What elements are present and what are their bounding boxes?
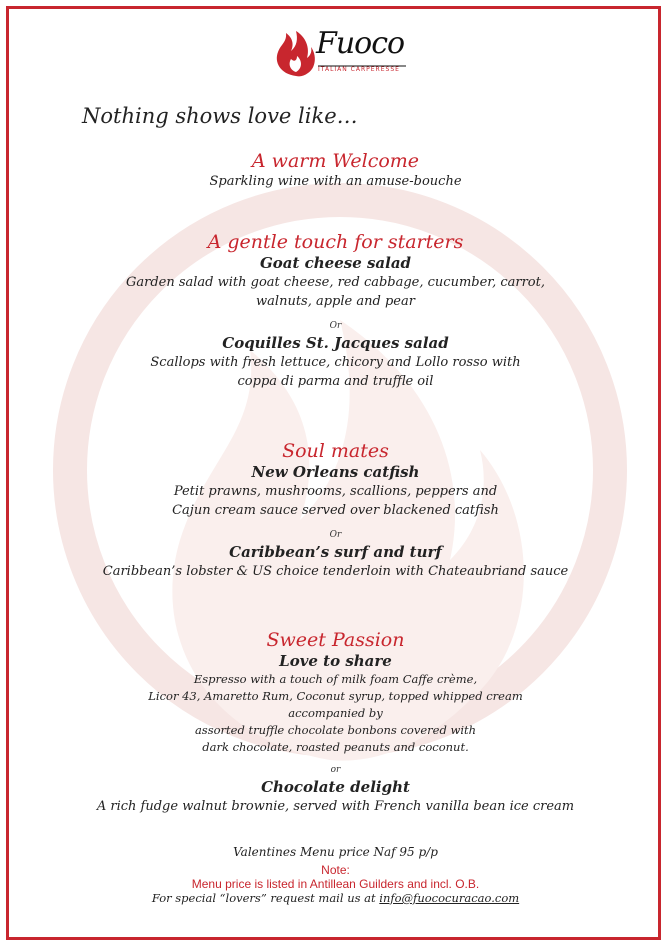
special-request [0, 891, 671, 905]
section-title: A gentle touch for starters [207, 231, 464, 253]
dish-title: Caribbean’s surf and turf [229, 543, 442, 561]
dish-description: walnuts, apple and pear [256, 294, 415, 309]
dish-description: Caribbean’s lobster & US choice tenderloin with Chateaubriand sauce [102, 564, 569, 579]
page-tagline: Nothing shows love like… [82, 104, 358, 128]
dish-description: dark chocolate, roasted peanuts and coconut. [202, 740, 469, 754]
dish-description: Petit prawns, mushrooms, scallions, peppers and [173, 484, 498, 499]
brand-name: Fuoco [316, 26, 405, 61]
dish-title: Chocolate delight [261, 778, 410, 796]
dish-description: Espresso with a touch of milk foam Caffe crème, [193, 672, 478, 686]
dish-description: coppa di parma and truffle oil [237, 374, 434, 389]
section-title: A warm Welcome [251, 150, 420, 172]
or-separator: Or [329, 321, 342, 331]
dish-title: Goat cheese salad [259, 254, 412, 272]
dish-title: New Orleans catfish [251, 463, 420, 481]
email-link[interactable]: info@fuococuracao.com [379, 891, 520, 905]
special-request-text: For special “lovers” request mail us at [151, 891, 380, 905]
section-welcome [0, 150, 671, 191]
dish-description: Garden salad with goat cheese, red cabbage, cucumber, carrot, [125, 275, 545, 290]
dish-description: assorted truffle chocolate bonbons covered with [194, 723, 477, 737]
dish-title: Coquilles St. Jacques salad [222, 334, 449, 352]
dish-description: Sparkling wine with an amuse-bouche [209, 174, 462, 189]
note-label: Note: [321, 863, 350, 877]
section-mains [0, 440, 671, 581]
dish-description: accompanied by [288, 706, 383, 720]
or-separator: Or [329, 530, 342, 540]
menu-footer [0, 845, 671, 905]
section-starters [0, 231, 671, 391]
menu-price: Valentines Menu price Naf 95 p/p [233, 845, 438, 859]
brand-subtitle: ITALIAN CARPERESSE [318, 66, 400, 73]
dish-description: Cajun cream sauce served over blackened catfish [172, 503, 499, 518]
note-text: Menu price is listed in Antillean Guilders and incl. O.B. [191, 877, 480, 891]
section-title: Sweet Passion [266, 629, 405, 651]
dish-description: Scallops with fresh lettuce, chicory and Lollo rosso with [150, 355, 521, 370]
section-title: Soul mates [282, 440, 389, 462]
or-separator: or [330, 765, 341, 775]
dish-description: Licor 43, Amaretto Rum, Coconut syrup, topped whipped cream [148, 689, 523, 703]
dish-description: A rich fudge walnut brownie, served with French vanilla bean ice cream [96, 799, 575, 814]
dish-title: Love to share [279, 652, 392, 670]
section-dessert [0, 629, 671, 816]
